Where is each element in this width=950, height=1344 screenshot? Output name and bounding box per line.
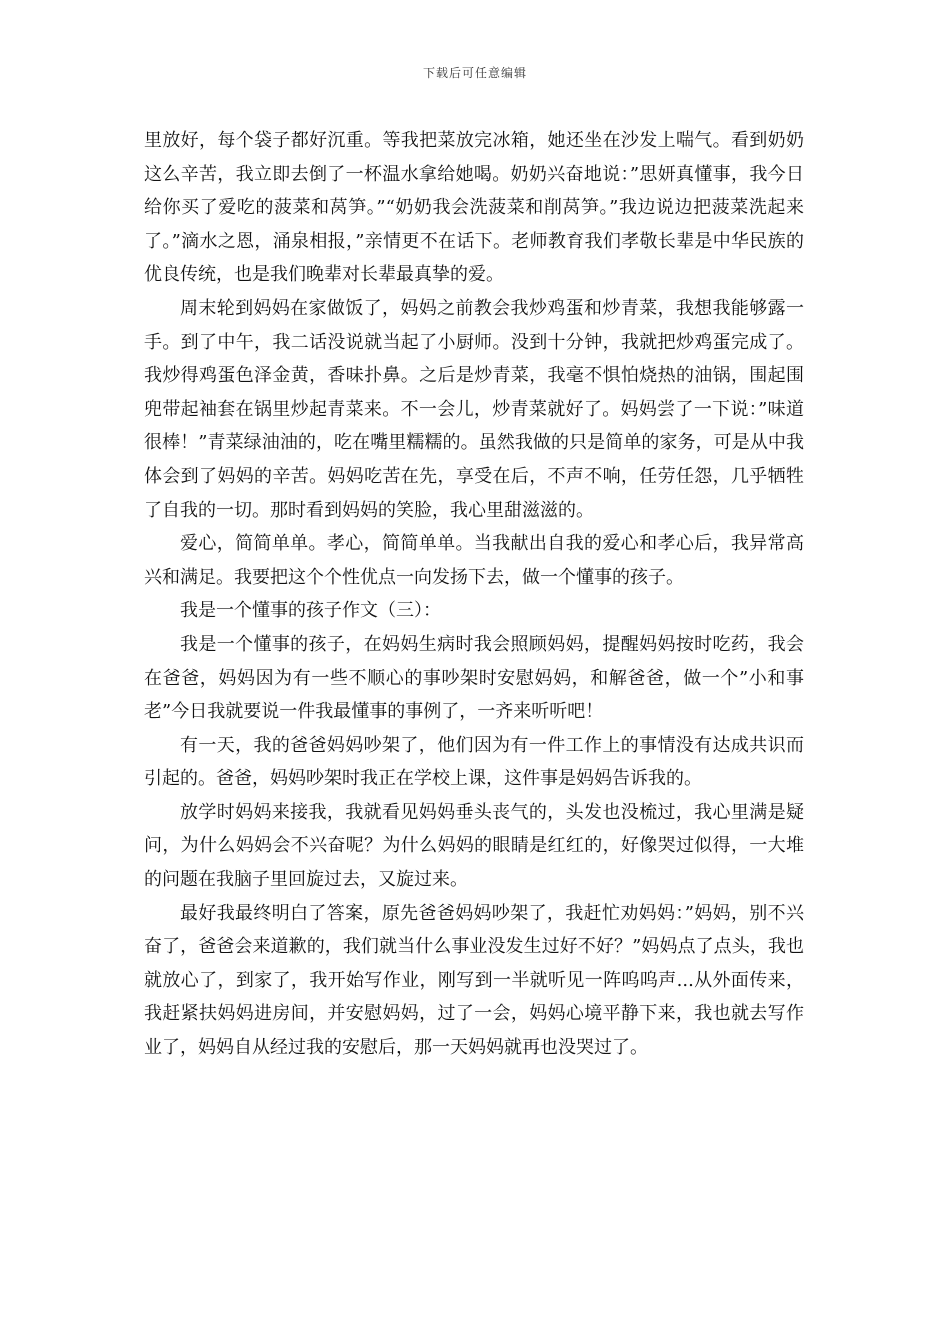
section-heading: 我是一个懂事的孩子作文（三）： [180,600,441,622]
paragraph: 我是一个懂事的孩子，在妈妈生病时我会照顾妈妈，提醒妈妈按时吃药，我会在爸爸，妈妈因为有一些不顺心的事吵架时安慰妈妈，和解爸爸，做一个”小和事老”今日我就要说一件我最懂事的事例了，一齐来听听吧！ [144,633,804,723]
paragraph: 里放好，每个袋子都好沉重。等我把菜放完冰箱，她还坐在沙发上喘气。看到奶奶这么辛苦，我立即去倒了一杯温水拿给她喝。奶奶兴奋地说：”思妍真懂事，我今日给你买了爱吃的菠菜和莴笋。”“奶奶我会洗菠菜和削莴笋。”我边说边把菠菜洗起来了。”滴水之恩，涌泉相报，”亲情更不在话下。老师教育我们孝敬长辈是中华民族的优良传统，也是我们晚辈对长辈最真挚的爱。 [144,130,804,286]
paragraph: 周末轮到妈妈在家做饭了，妈妈之前教会我炒鸡蛋和炒青菜，我想我能够露一手。到了中午，我二话没说就当起了小厨师。没到十分钟，我就把炒鸡蛋完成了。我炒得鸡蛋色泽金黄，香味扑鼻。之后是炒青菜，我毫不惧怕烧热的油锅，围起围兜带起袖套在锅里炒起青菜来。不一会儿，炒青菜就好了。妈妈尝了一下说：”味道很棒！”青菜绿油油的，吃在嘴里糯糯的。虽然我做的只是简单的家务，可是从中我体会到了妈妈的辛苦。妈妈吃苦在先，享受在后，不声不响，任劳任怨，几乎牺牲了自我的一切。那时看到妈妈的笑脸，我心里甜滋滋的。 [144,297,804,521]
document-body [144,124,804,1065]
page-header: 下载后可任意编辑 [422,66,527,80]
paragraph: 最好我最终明白了答案，原先爸爸妈妈吵架了，我赶忙劝妈妈：”妈妈，别不兴奋了，爸爸会来道歉的，我们就当什么事业没发生过好不好？”妈妈点了点头，我也就放心了，到家了，我开始写作业，刚写到一半就听见一阵呜呜声...从外面传来，我赶紧扶妈妈进房间，并安慰妈妈，过了一会，妈妈心境平静下来，我也就去写作业了，妈妈自从经过我的安慰后，那一天妈妈就再也没哭过了。 [144,902,804,1059]
paragraph: 爱心，简简单单。孝心，简简单单。当我献出自我的爱心和孝心后，我异常高兴和满足。我要把这个个性优点一向发扬下去，做一个懂事的孩子。 [144,533,804,588]
paragraph: 有一天，我的爸爸妈妈吵架了，他们因为有一件工作上的事情没有达成共识而引起的。爸爸，妈妈吵架时我正在学校上课，这件事是妈妈告诉我的。 [144,734,804,790]
paragraph: 放学时妈妈来接我，我就看见妈妈垂头丧气的，头发也没梳过，我心里满是疑问，为什么妈妈会不兴奋呢？为什么妈妈的眼睛是红红的，好像哭过似得，一大堆的问题在我脑子里回旋过去，又旋过来。 [144,801,804,891]
